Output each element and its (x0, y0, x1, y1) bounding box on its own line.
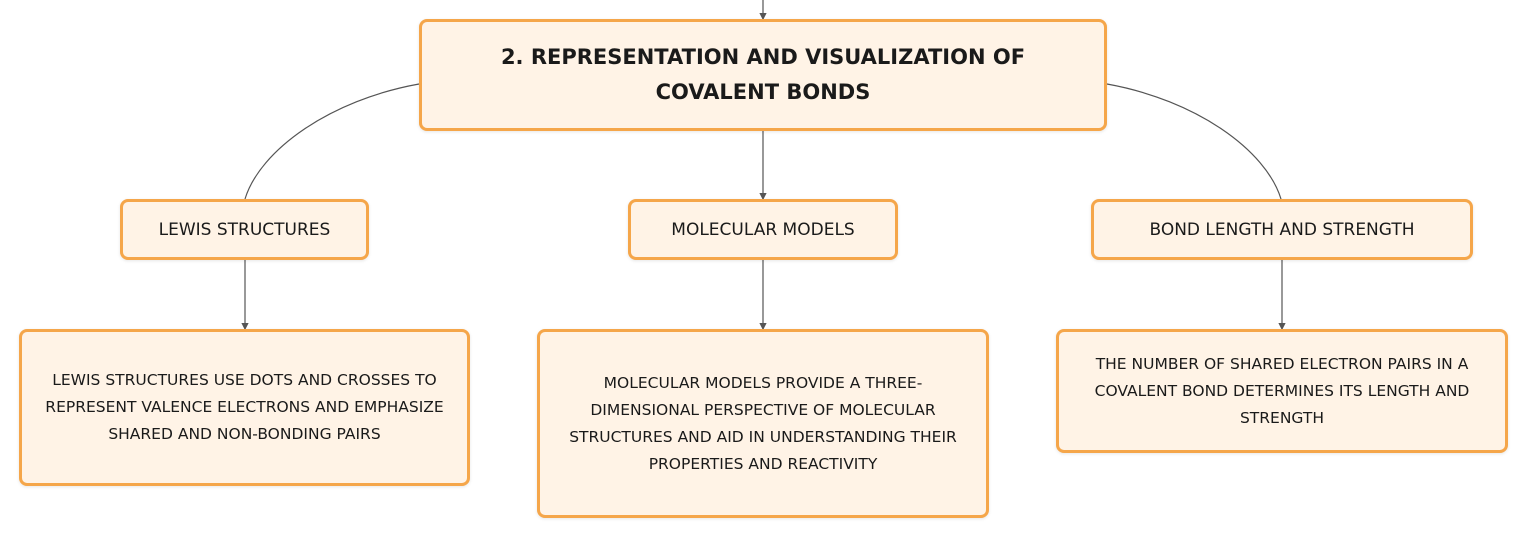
branch-node-bond-length-strength[interactable] (1091, 199, 1473, 260)
branch-node-lewis-structures[interactable] (120, 199, 369, 260)
branch-label-lewis-structures: LEWIS STRUCTURES (158, 219, 331, 240)
connector-root-to-bond-length (1107, 84, 1281, 199)
branch-node-molecular-models[interactable] (628, 199, 898, 260)
detail-text-bond-length-strength: THE NUMBER OF SHARED ELECTRON PAIRS IN A COVALENT BOND DETERMINES ITS LENGTH AND STRENGTH (1094, 354, 1470, 427)
detail-text-molecular-models: MOLECULAR MODELS PROVIDE A THREE-DIMENSIONAL PERSPECTIVE OF MOLECULAR STRUCTURES AND AID IN UNDERSTANDING THEIR PROPERTIES AND REACTIVITY (569, 373, 957, 473)
connector-root-to-lewis-structures (245, 84, 419, 199)
branch-label-molecular-models: MOLECULAR MODELS (671, 219, 855, 240)
root-topic-node[interactable] (419, 19, 1107, 131)
root-topic-title: 2. REPRESENTATION AND VISUALIZATION OF COVALENT BONDS (500, 45, 1026, 104)
detail-node-lewis-structures[interactable] (19, 329, 470, 486)
detail-node-bond-length-strength[interactable] (1056, 329, 1508, 453)
detail-node-molecular-models[interactable] (537, 329, 989, 518)
detail-text-lewis-structures: LEWIS STRUCTURES USE DOTS AND CROSSES TO REPRESENT VALENCE ELECTRONS AND EMPHASIZE SHARED AND NON-BONDING PAIRS (45, 371, 444, 443)
branch-label-bond-length-strength: BOND LENGTH AND STRENGTH (1149, 219, 1415, 240)
